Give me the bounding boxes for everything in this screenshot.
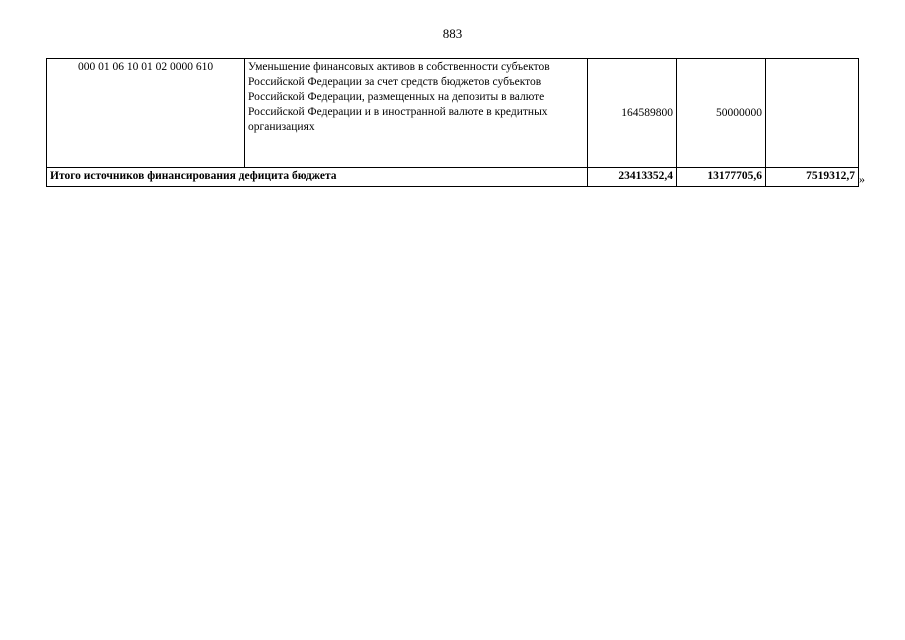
total-amount-year-3: 7519312,7 [766, 168, 859, 187]
table-row [47, 59, 859, 168]
page-number: 883 [442, 26, 463, 41]
budget-sources-table [46, 58, 859, 187]
total-row [47, 168, 859, 187]
classification-code-cell: 000 01 06 10 01 02 0000 610 [47, 59, 245, 168]
total-label-cell: Итого источников финансирования дефицита бюджета [47, 168, 588, 187]
amount-cell-year-2: 50000000 [677, 59, 766, 168]
amount-cell-year-1: 164589800 [588, 59, 677, 168]
total-amount-year-1: 23413352,4 [588, 168, 677, 187]
amount-cell-year-3 [766, 59, 859, 168]
closing-quote-mark: » [859, 172, 865, 186]
item-description-cell: Уменьшение финансовых активов в собственности субъектов Российской Федерации за счет средств бюджетов субъектов Российской Федерации, размещенных на депозиты в валюте Российской Федерации и в иностранной валюте в кредитных организациях [245, 59, 588, 168]
total-amount-year-2: 13177705,6 [677, 168, 766, 187]
